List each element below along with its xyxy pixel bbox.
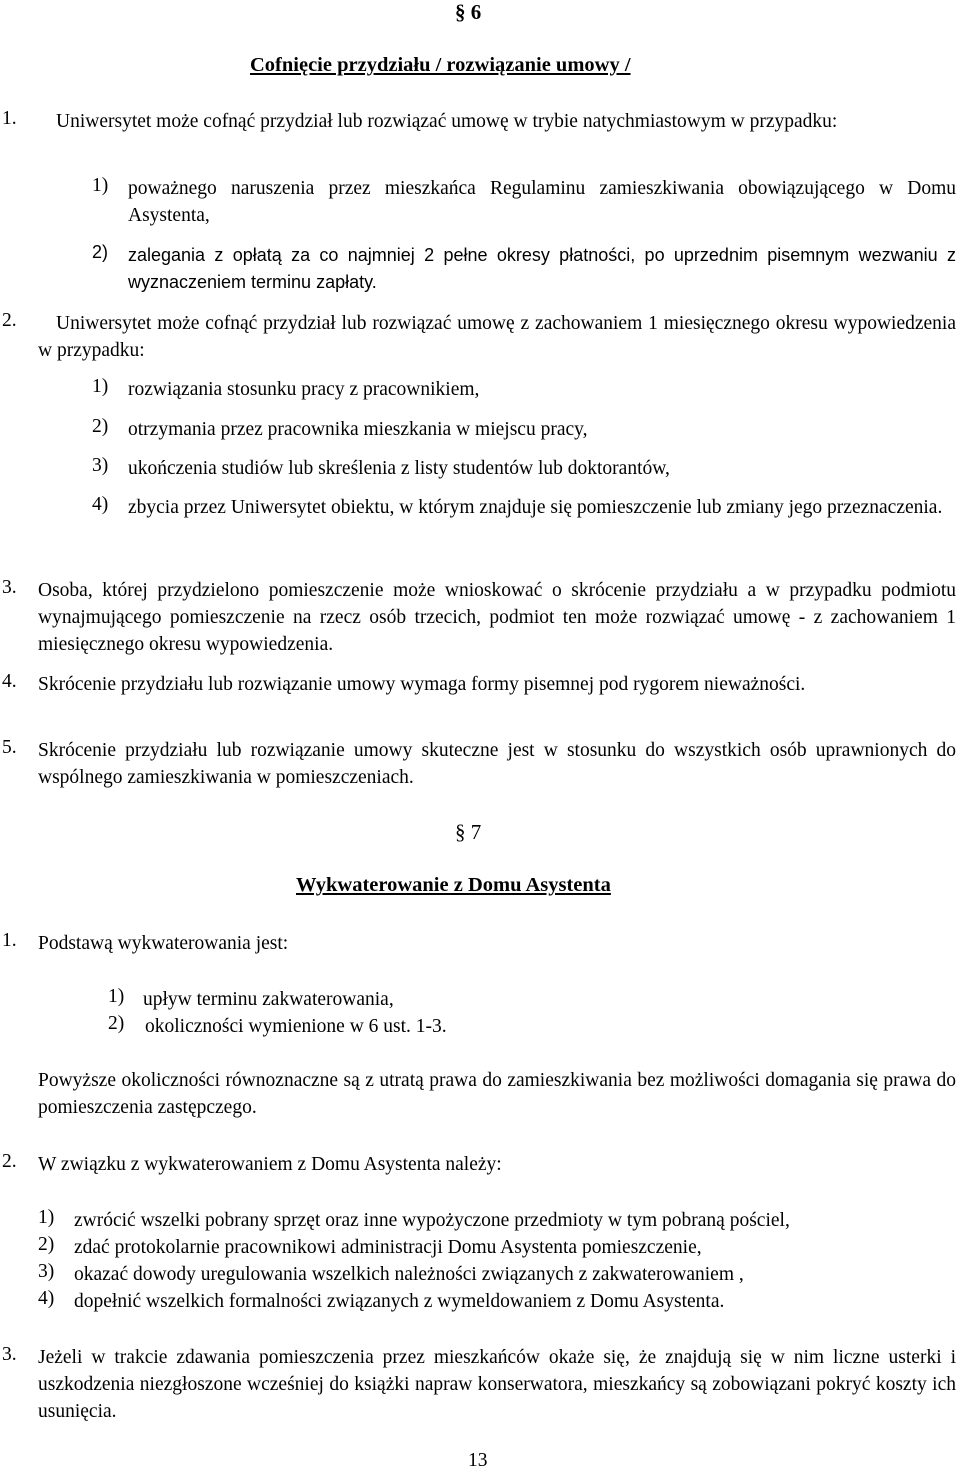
- s6-p4-text: Skrócenie przydziału lub rozwiązanie umowy wymaga formy pisemnej pod rygorem nieważności.: [38, 674, 806, 695]
- s6-p2-text: Uniwersytet może cofnąć przydział lub rozwiązać umowę z zachowaniem 1 miesięcznego okresu wypowiedzenia w przypadku:: [38, 313, 956, 361]
- section-7-title: Wykwaterowanie z Domu Asystenta: [296, 874, 611, 896]
- s7-p1-item2-number: 2): [108, 1013, 125, 1034]
- s7-p3-number: 3.: [2, 1344, 17, 1365]
- s6-p2-item4-number: 4): [92, 494, 109, 515]
- s7-p2-item4-text: dopełnić wszelkich formalności związanych z wymeldowaniem z Domu Asystenta.: [74, 1291, 725, 1312]
- s6-p2-item3-number: 3): [92, 455, 109, 476]
- s6-p3-text: Osoba, której przydzielono pomieszczenie może wnioskować o skrócenie przydziału a w przypadku podmiotu wynajmującego pomieszczenie na rzecz osób trzecich, podmiot ten może rozwiązać umowę - z zachowaniem 1 miesięcznego okresu wypowiedzenia.: [38, 580, 956, 655]
- section-7-symbol: § 7: [455, 820, 482, 844]
- s7-p2-item1-text: zwrócić wszelki pobrany sprzęt oraz inne wypożyczone przedmioty w tym pobraną pościel,: [74, 1210, 790, 1231]
- s7-p2-item1-number: 1): [38, 1207, 55, 1228]
- s6-p5-text: Skrócenie przydziału lub rozwiązanie umowy skuteczne jest w stosunku do wszystkich osób uprawnionych do wspólnego zamieszkiwania w pomieszczeniach.: [38, 740, 956, 788]
- s6-p2-item2-text: otrzymania przez pracownika mieszkania w miejscu pracy,: [128, 419, 588, 440]
- s6-p3-number: 3.: [2, 577, 17, 598]
- s6-p1-text: Uniwersytet może cofnąć przydział lub rozwiązać umowę w trybie natychmiastowym w przypadku:: [56, 111, 838, 132]
- page-number: 13: [468, 1450, 488, 1471]
- s7-p1-item1-text: upływ terminu zakwaterowania,: [143, 989, 394, 1010]
- s6-p2-item4-text: zbycia przez Uniwersytet obiektu, w którym znajduje się pomieszczenie lub zmiany jego przeznaczenia.: [128, 497, 943, 518]
- s7-p2-item4-number: 4): [38, 1288, 55, 1309]
- s7-p2-text: W związku z wykwaterowaniem z Domu Asystenta należy:: [38, 1154, 502, 1175]
- s7-p1-item1-number: 1): [108, 986, 125, 1007]
- s6-p1-item1-text: poważnego naruszenia przez mieszkańca Regulaminu zamieszkiwania obowiązującego w Domu Asystenta,: [128, 178, 956, 226]
- s6-p1-item1-number: 1): [92, 175, 109, 196]
- s7-p2-item2-text: zdać protokolarnie pracownikowi administracji Domu Asystenta pomieszczenie,: [74, 1237, 702, 1258]
- s6-p2-item2-number: 2): [92, 416, 109, 437]
- s6-p1-item2-number: 2): [92, 242, 109, 262]
- s6-p4-number: 4.: [2, 671, 17, 692]
- s7-p1-item2-text: okoliczności wymienione w 6 ust. 1-3.: [145, 1016, 447, 1037]
- section-6-symbol: § 6: [455, 0, 482, 24]
- s6-p5-number: 5.: [2, 737, 17, 758]
- s7-p2-number: 2.: [2, 1151, 17, 1172]
- s6-p1-number: 1.: [2, 108, 17, 129]
- s6-p2-item3-text: ukończenia studiów lub skreślenia z listy studentów lub doktorantów,: [128, 458, 670, 479]
- s7-p1-text: Podstawą wykwaterowania jest:: [38, 933, 289, 954]
- s6-p2-item1-number: 1): [92, 376, 109, 397]
- s7-p2-item3-text: okazać dowody uregulowania wszelkich należności związanych z zakwaterowaniem ,: [74, 1264, 744, 1285]
- s7-p2-item3-number: 3): [38, 1261, 55, 1282]
- s6-p2-item1-text: rozwiązania stosunku pracy z pracownikiem,: [128, 379, 480, 400]
- s7-p2-item2-number: 2): [38, 1234, 55, 1255]
- s7-p1-number: 1.: [2, 930, 17, 951]
- s6-p1-item2-text: zalegania z opłatą za co najmniej 2 pełne okresy płatności, po uprzednim pisemnym wezwaniu z wyznaczeniem terminu zapłaty.: [128, 245, 956, 292]
- s6-p2-number: 2.: [2, 310, 17, 331]
- s7-p1-note: Powyższe okoliczności równoznaczne są z utratą prawa do zamieszkiwania bez możliwości domagania się prawa do pomieszczenia zastępczego.: [38, 1070, 956, 1118]
- s7-p3-text: Jeżeli w trakcie zdawania pomieszczenia przez mieszkańców okaże się, że znajdują się w nim liczne usterki i uszkodzenia niezgłoszone wcześniej do książki napraw konserwatora, mieszkańcy są zobowiązani pokryć koszty ich usunięcia.: [38, 1347, 956, 1422]
- section-6-title: Cofnięcie przydziału / rozwiązanie umowy /: [250, 54, 631, 76]
